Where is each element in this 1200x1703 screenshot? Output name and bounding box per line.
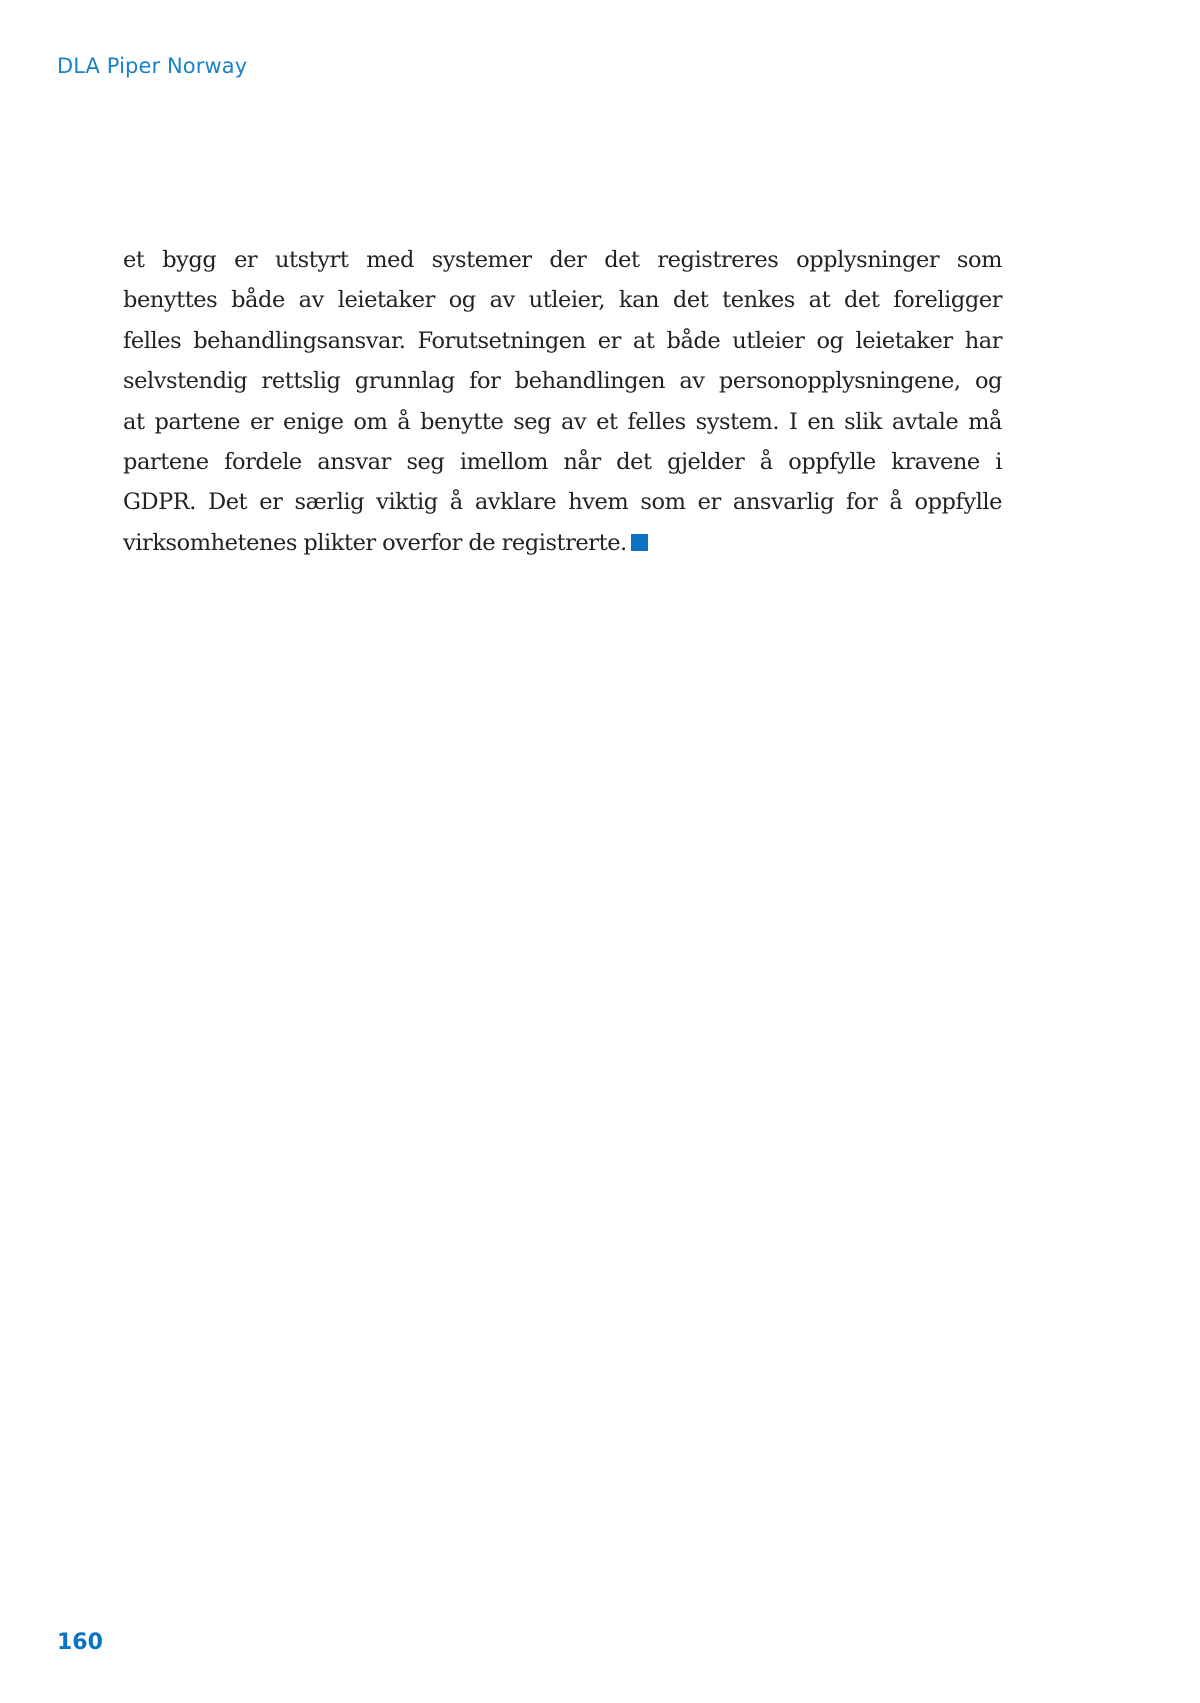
running-header-title: DLA Piper Norway <box>57 54 248 78</box>
paragraph-line-8-text: virksomhetenes plikter overfor de registrerte. <box>123 529 627 556</box>
page-number: 160 <box>57 1630 103 1655</box>
paragraph-line-2: benyttes både av leietaker og av utleier, kan det tenkes at det foreligger <box>123 287 1002 314</box>
paragraph-line-4: selvstendig rettslig grunnlag for behandlingen av personopplysningene, og <box>123 368 1002 395</box>
end-of-article-square-icon <box>631 534 648 551</box>
paragraph-line-5: at partene er enige om å benytte seg av et felles system. I en slik avtale må <box>123 408 1002 435</box>
body-paragraph <box>123 240 1002 563</box>
paragraph-line-8 <box>123 523 1002 563</box>
paragraph-line-6: partene fordele ansvar seg imellom når det gjelder å oppfylle kravene i <box>123 449 1002 476</box>
paragraph-line-1: et bygg er utstyrt med systemer der det registreres opplysninger som <box>123 247 1002 273</box>
paragraph-line-7: GDPR. Det er særlig viktig å avklare hvem som er ansvarlig for å oppfylle <box>123 489 1002 516</box>
paragraph-line-3: felles behandlingsansvar. Forutsetningen er at både utleier og leietaker har <box>123 327 1002 354</box>
